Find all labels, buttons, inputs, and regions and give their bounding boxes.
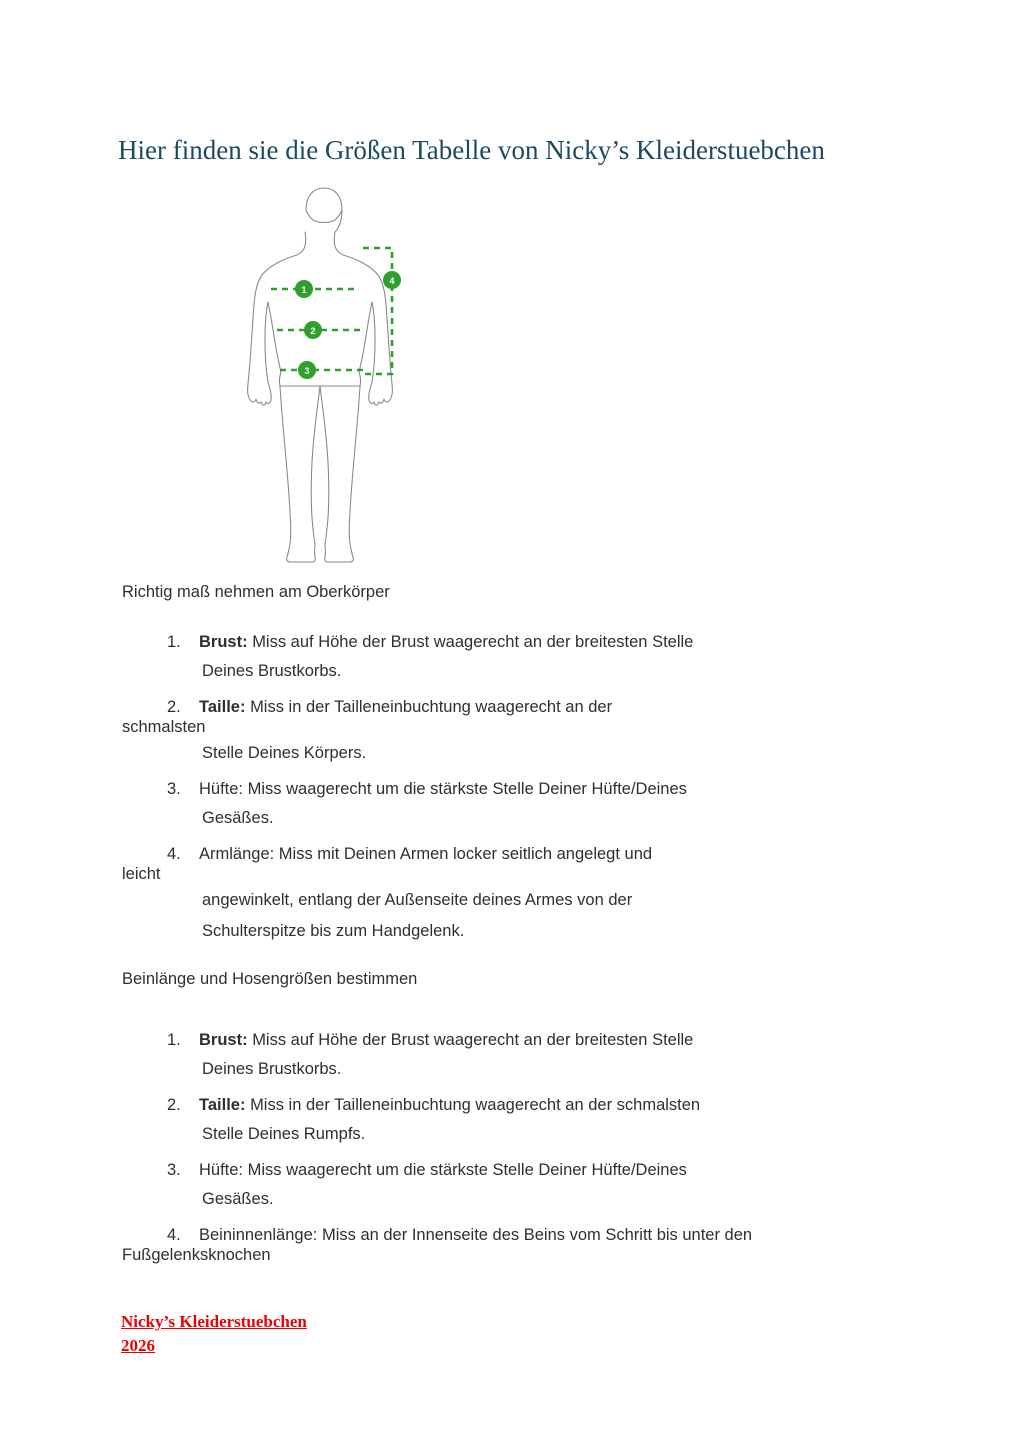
footer (121, 1310, 307, 1358)
list-item (122, 775, 912, 834)
section-heading-leg-length: Beinlänge und Hosengrößen bestimmen (122, 970, 418, 988)
body-figure-svg (235, 182, 435, 572)
list-item-continuation: Gesäßes. (202, 809, 274, 827)
list-item-continuation: angewinkelt, entlang der Außenseite deines Armes von der (202, 891, 633, 909)
list-item-term: Hüfte: (199, 1161, 244, 1179)
list-item (122, 1221, 912, 1266)
list-item (122, 840, 912, 947)
list-item-number: 4. (167, 1226, 181, 1244)
list-item-text: Miss auf Höhe der Brust waagerecht an der breitesten Stelle (252, 1031, 694, 1049)
list-item (122, 1026, 912, 1085)
list-item-term: Hüfte: (199, 780, 244, 798)
marker-1-label: 1 (301, 285, 307, 295)
list-item-number: 3. (167, 1161, 181, 1179)
footer-shop-name: Nicky’s Kleiderstuebchen (121, 1312, 307, 1331)
marker-4-label: 4 (389, 276, 395, 286)
footer-year: 2026 (121, 1336, 155, 1355)
list-item (122, 1156, 912, 1215)
marker-2-label: 2 (310, 326, 316, 336)
list-item (122, 1091, 912, 1150)
list-item-term: Taille: (199, 1096, 246, 1114)
list-item-text: Miss in der Tailleneinbuchtung waagerecht an der (250, 698, 613, 716)
measurement-list-upper-body (122, 628, 912, 947)
list-item-number: 1. (167, 1031, 181, 1049)
list-item-number: 2. (167, 698, 181, 716)
list-item-text: Miss in der Tailleneinbuchtung waagerecht an der schmalsten (250, 1096, 701, 1114)
body-measurement-figure (235, 182, 435, 572)
list-item-overflow: leicht (122, 865, 161, 883)
list-item-text: Miss auf Höhe der Brust waagerecht an der breitesten Stelle (252, 633, 694, 651)
list-item-number: 1. (167, 633, 181, 651)
list-item-continuation: Gesäßes. (202, 1190, 274, 1208)
list-item-text: Miss mit Deinen Armen locker seitlich angelegt und (278, 845, 653, 863)
list-item-term: Armlänge: (199, 845, 275, 863)
section-heading-upper-body: Richtig maß nehmen am Oberkörper (122, 583, 390, 601)
list-item-continuation: Stelle Deines Körpers. (202, 744, 367, 762)
list-item-overflow: schmalsten (122, 718, 206, 736)
list-item-number: 4. (167, 845, 181, 863)
list-item (122, 628, 912, 687)
list-item-continuation: Deines Brustkorbs. (202, 1060, 342, 1078)
arm-length-measure-line (363, 248, 395, 374)
list-item-continuation: Stelle Deines Rumpfs. (202, 1125, 366, 1143)
list-item-number: 3. (167, 780, 181, 798)
page-title: Hier finden sie die Größen Tabelle von Nicky’s Kleiderstuebchen (118, 135, 825, 165)
list-item-overflow: Fußgelenksknochen (122, 1246, 271, 1264)
list-item-term: Brust: (199, 1031, 248, 1049)
marker-3-label: 3 (304, 366, 310, 376)
list-item-text: Miss waagerecht um die stärkste Stelle Deiner Hüfte/Deines (247, 780, 687, 798)
measurement-list-lower-body (122, 1026, 912, 1266)
list-item (122, 693, 912, 769)
list-item-continuation-2: Schulterspitze bis zum Handgelenk. (202, 922, 465, 940)
list-item-continuation: Deines Brustkorbs. (202, 662, 342, 680)
list-item-text: Miss waagerecht um die stärkste Stelle Deiner Hüfte/Deines (247, 1161, 687, 1179)
list-item-text: Miss an der Innenseite des Beins vom Schritt bis unter den (321, 1226, 753, 1244)
list-item-number: 2. (167, 1096, 181, 1114)
measurement-markers (295, 271, 401, 379)
list-item-term: Beininnenlänge: (199, 1226, 318, 1244)
list-item-term: Brust: (199, 633, 248, 651)
list-item-term: Taille: (199, 698, 246, 716)
